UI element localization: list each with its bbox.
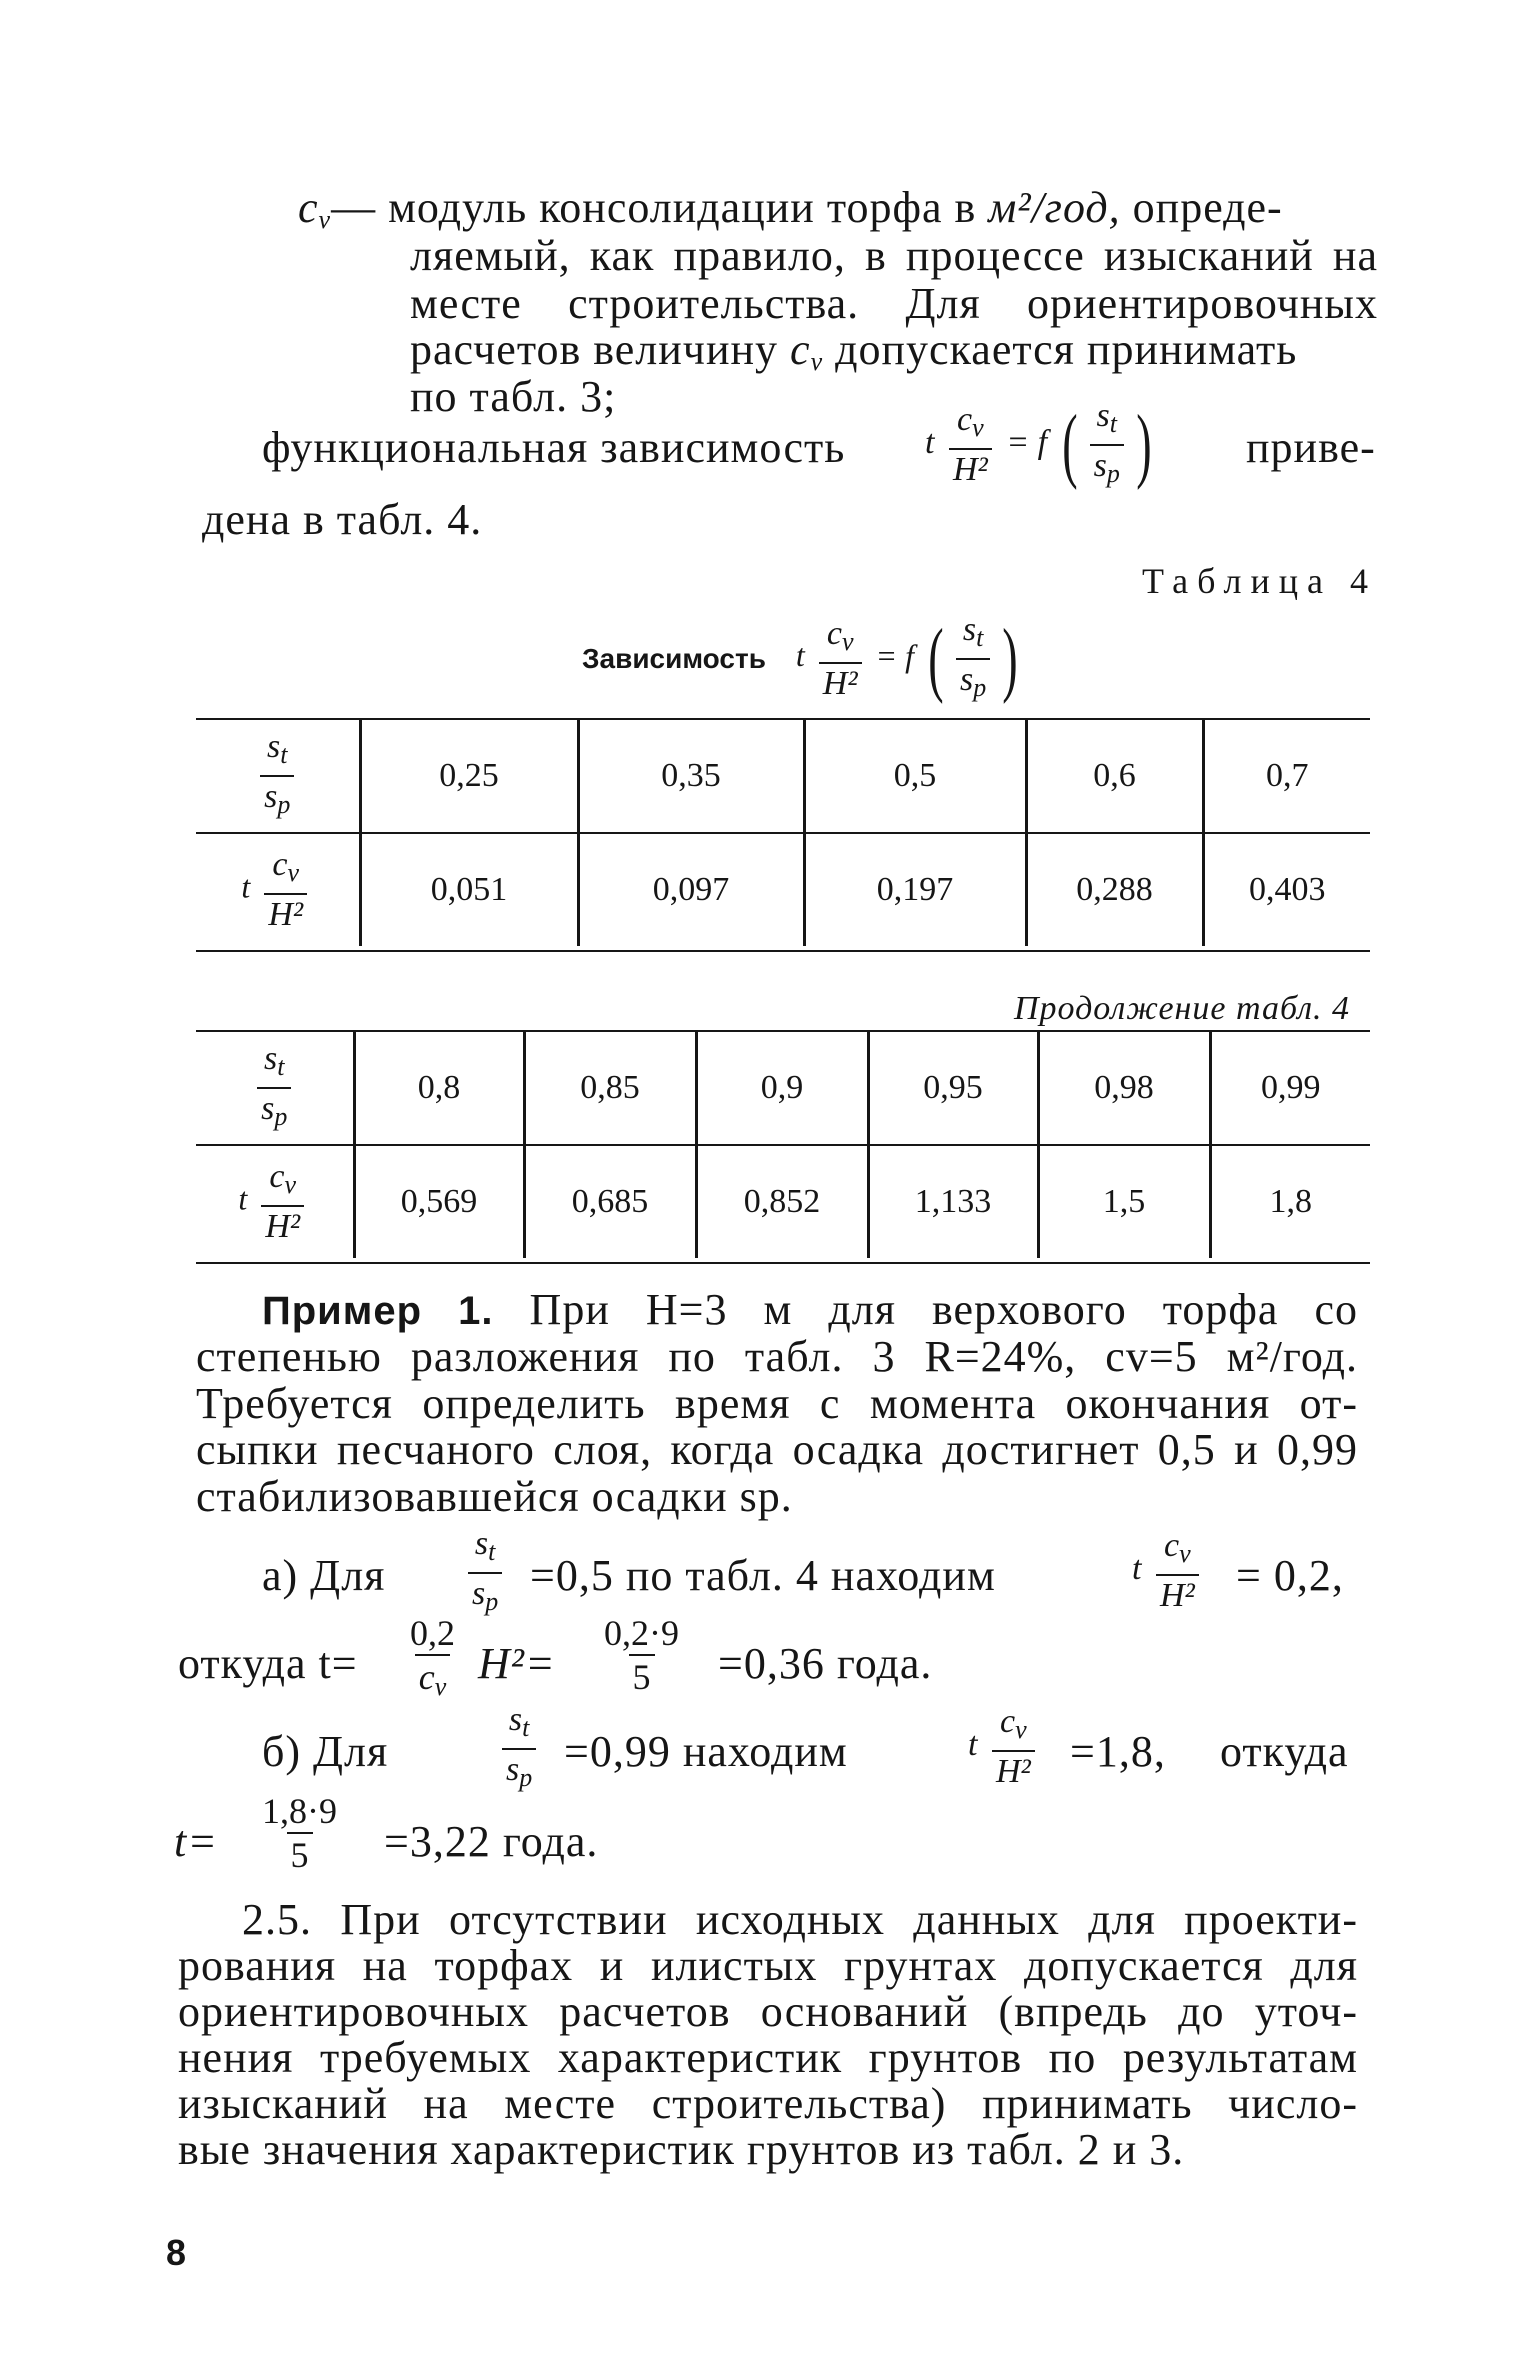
example-b2-result: =3,22 года.	[384, 1817, 599, 1866]
intro-line-1: $c_v—$ модуль консолидации торфа в м²/год, опреде-	[298, 183, 1283, 234]
table-cell: 1,133	[868, 1145, 1038, 1258]
table-cell: 0,95	[868, 1032, 1038, 1145]
table-cell: 0,8	[354, 1032, 524, 1145]
intro-line-2: ляемый, как правило, в процессе изысканий на	[410, 231, 1378, 280]
example-b-formula: t $\frac{c_v}{\text{H²}}$	[968, 1704, 1041, 1790]
example-a2-frac2: $\frac{0,2\cdot 9}{5}$	[604, 1613, 679, 1697]
section-line-3: ориентировочных расчетов оснований (впредь до уточ-	[178, 1987, 1358, 2036]
row-header-st-sp: $\frac{s_t}{s_p}$	[196, 720, 360, 833]
section-line-4: нения требуемых характеристик грунтов по результатам	[178, 2033, 1358, 2082]
section-line-5: изысканий на месте строительства) принимать число-	[178, 2079, 1358, 2128]
example-b2-frac: $\frac{1,8\cdot 9}{5}$	[262, 1791, 337, 1875]
row-header-st-sp: $\frac{s_t}{s_p}$	[196, 1032, 354, 1145]
table4-bottom-rule	[196, 950, 1370, 952]
table-cell: 0,852	[696, 1145, 868, 1258]
table4-row-time	[196, 833, 1370, 946]
example-a-formula: t $\frac{c_v}{\text{H²}}$	[1132, 1528, 1205, 1614]
example-line-2: степенью разложения по табл. 3 R=24%, cv=5 м²/год.	[196, 1332, 1358, 1381]
func-text: функциональная зависимость	[262, 423, 846, 472]
intro-line-3: месте строительства. Для ориентировочных	[410, 279, 1378, 328]
func-text-2: дена в табл. 4.	[202, 495, 483, 544]
table-cell: 0,85	[524, 1032, 696, 1145]
table-cell: 0,35	[578, 720, 804, 833]
intro-line-4: расчетов величину $c_v$ допускается принимать	[410, 325, 1298, 376]
table-cell: 0,9	[696, 1032, 868, 1145]
example-line-5: стабилизовавшейся осадки sp.	[196, 1472, 793, 1521]
example-a-ratio: $\frac{s_t}{s_p}$	[462, 1526, 508, 1620]
table-cell: 0,6	[1026, 720, 1203, 833]
table-cell: 0,403	[1203, 833, 1370, 946]
example-b-text: =0,99 находим	[564, 1727, 848, 1776]
table-cell: 0,051	[360, 833, 578, 946]
section-line-1: 2.5. При отсутствии исходных данных для проекти-	[242, 1895, 1358, 1944]
intro-line-5: по табл. 3;	[410, 372, 617, 421]
table-cell: 0,98	[1038, 1032, 1210, 1145]
table-cell: 0,7	[1203, 720, 1370, 833]
table4-cont-bottom-rule	[196, 1262, 1370, 1264]
example-b-prefix: б) Для	[262, 1727, 389, 1776]
example-a2-mid: H²=	[478, 1639, 556, 1688]
example-a-result: = 0,2,	[1236, 1551, 1344, 1600]
example-line-3: Требуется определить время с момента окончания от-	[196, 1379, 1358, 1428]
table-cell: 0,197	[804, 833, 1026, 946]
table-cell: 0,569	[354, 1145, 524, 1258]
table4-cont-row-ratio	[196, 1032, 1370, 1145]
row-header-t-cv-h2: t $\frac{c_v}{\text{H²}}$	[196, 833, 360, 946]
func-text-end: приве-	[1246, 423, 1376, 472]
table-cell: 0,288	[1026, 833, 1203, 946]
example-a2-frac: $\frac{0,2}{c_v}$	[400, 1614, 465, 1706]
table-cell: 0,097	[578, 833, 804, 946]
table4-row-ratio	[196, 720, 1370, 833]
example-a2-prefix: откуда t=	[178, 1639, 358, 1688]
row-header-t-cv-h2: t $\frac{c_v}{\text{H²}}$	[196, 1145, 354, 1258]
example-b-ratio: $\frac{s_t}{s_p}$	[496, 1702, 542, 1796]
example-a-prefix: а) Для	[262, 1551, 386, 1600]
example-b-result: =1,8,	[1070, 1727, 1166, 1776]
example-a2-result: =0,36 года.	[718, 1639, 933, 1688]
table4-cont	[196, 1032, 1370, 1258]
section-line-6: вые значения характеристик грунтов из табл. 2 и 3.	[178, 2125, 1185, 2174]
table-cell: 1,8	[1210, 1145, 1370, 1258]
table-cell: 0,685	[524, 1145, 696, 1258]
page-number: 8	[166, 2232, 187, 2273]
section-line-2: рования на торфах и илистых грунтах допускается для	[178, 1941, 1358, 1990]
func-formula: t $\frac{c_v}{\text{H²}}$ = f ( $\frac{s_t}{s_p}$ )	[925, 397, 1152, 491]
table-cell: 0,5	[804, 720, 1026, 833]
table4-cont-row-time	[196, 1145, 1370, 1258]
example-b-end: откуда	[1220, 1727, 1349, 1776]
table-cell: 0,25	[360, 720, 578, 833]
table4-label: Таблица 4	[1142, 561, 1377, 601]
table4	[196, 720, 1370, 946]
table-cell: 1,5	[1038, 1145, 1210, 1258]
example-b2-prefix: t=	[174, 1817, 218, 1866]
cv-symbol: c	[298, 183, 319, 232]
example-a-text: =0,5 по табл. 4 находим	[530, 1551, 996, 1600]
table-cell: 0,99	[1210, 1032, 1370, 1145]
table4-title: Зависимость t $\frac{c_v}{\text{H²}}$ = f ( $\frac{s_t}{s_p}$ )	[582, 611, 1018, 705]
table4-cont-label: Продолжение табл. 4	[1014, 990, 1351, 1027]
example-line-1: Пример 1. При H=3 м для верхового торфа со	[262, 1285, 1358, 1334]
example-line-4: сыпки песчаного слоя, когда осадка достигнет 0,5 и 0,99	[196, 1425, 1358, 1474]
